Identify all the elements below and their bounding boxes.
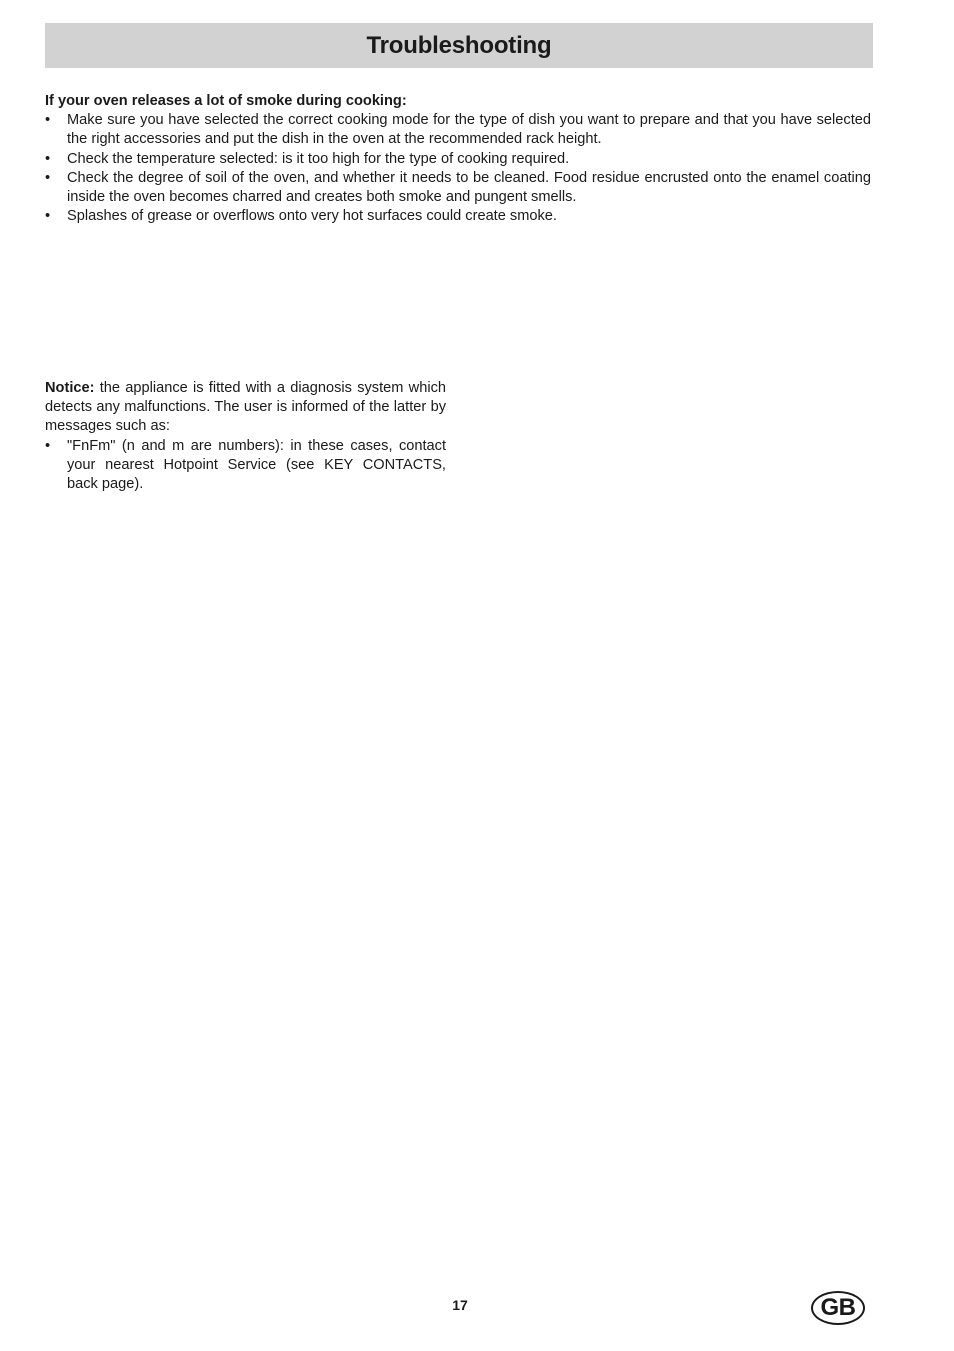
page-number: 17 <box>452 1297 468 1313</box>
smoke-heading: If your oven releases a lot of smoke during cooking: <box>45 93 407 109</box>
list-item: • Splashes of grease or overflows onto very hot surfaces could create smoke. <box>45 207 871 226</box>
notice-label: Notice: <box>45 380 95 396</box>
page-title: Troubleshooting <box>366 31 552 59</box>
list-item: • Check the temperature selected: is it too high for the type of cooking required. <box>45 150 871 169</box>
notice-text: the appliance is fitted with a diagnosis system which detects any malfunctions. The user is informed of the latter by messages such as: <box>45 380 446 435</box>
notice-paragraph <box>45 379 446 437</box>
smoke-section <box>45 92 871 226</box>
title-bar <box>45 23 873 68</box>
list-item: • "FnFm" (n and m are numbers): in these cases, contact your nearest Hotpoint Service (see KEY CONTACTS, back page). <box>45 437 446 495</box>
smoke-list <box>45 111 871 226</box>
notice-list <box>45 437 446 495</box>
country-badge: GB <box>811 1291 865 1325</box>
notice-section <box>45 379 446 494</box>
list-item: • Check the degree of soil of the oven, and whether it needs to be cleaned. Food residue encrusted onto the enamel coating inside the oven becomes charred and creates both smoke and pungent smells. <box>45 169 871 207</box>
list-item: • Make sure you have selected the correct cooking mode for the type of dish you want to prepare and that you have selected the right accessories and put the dish in the oven at the recommended rack height. <box>45 111 871 149</box>
